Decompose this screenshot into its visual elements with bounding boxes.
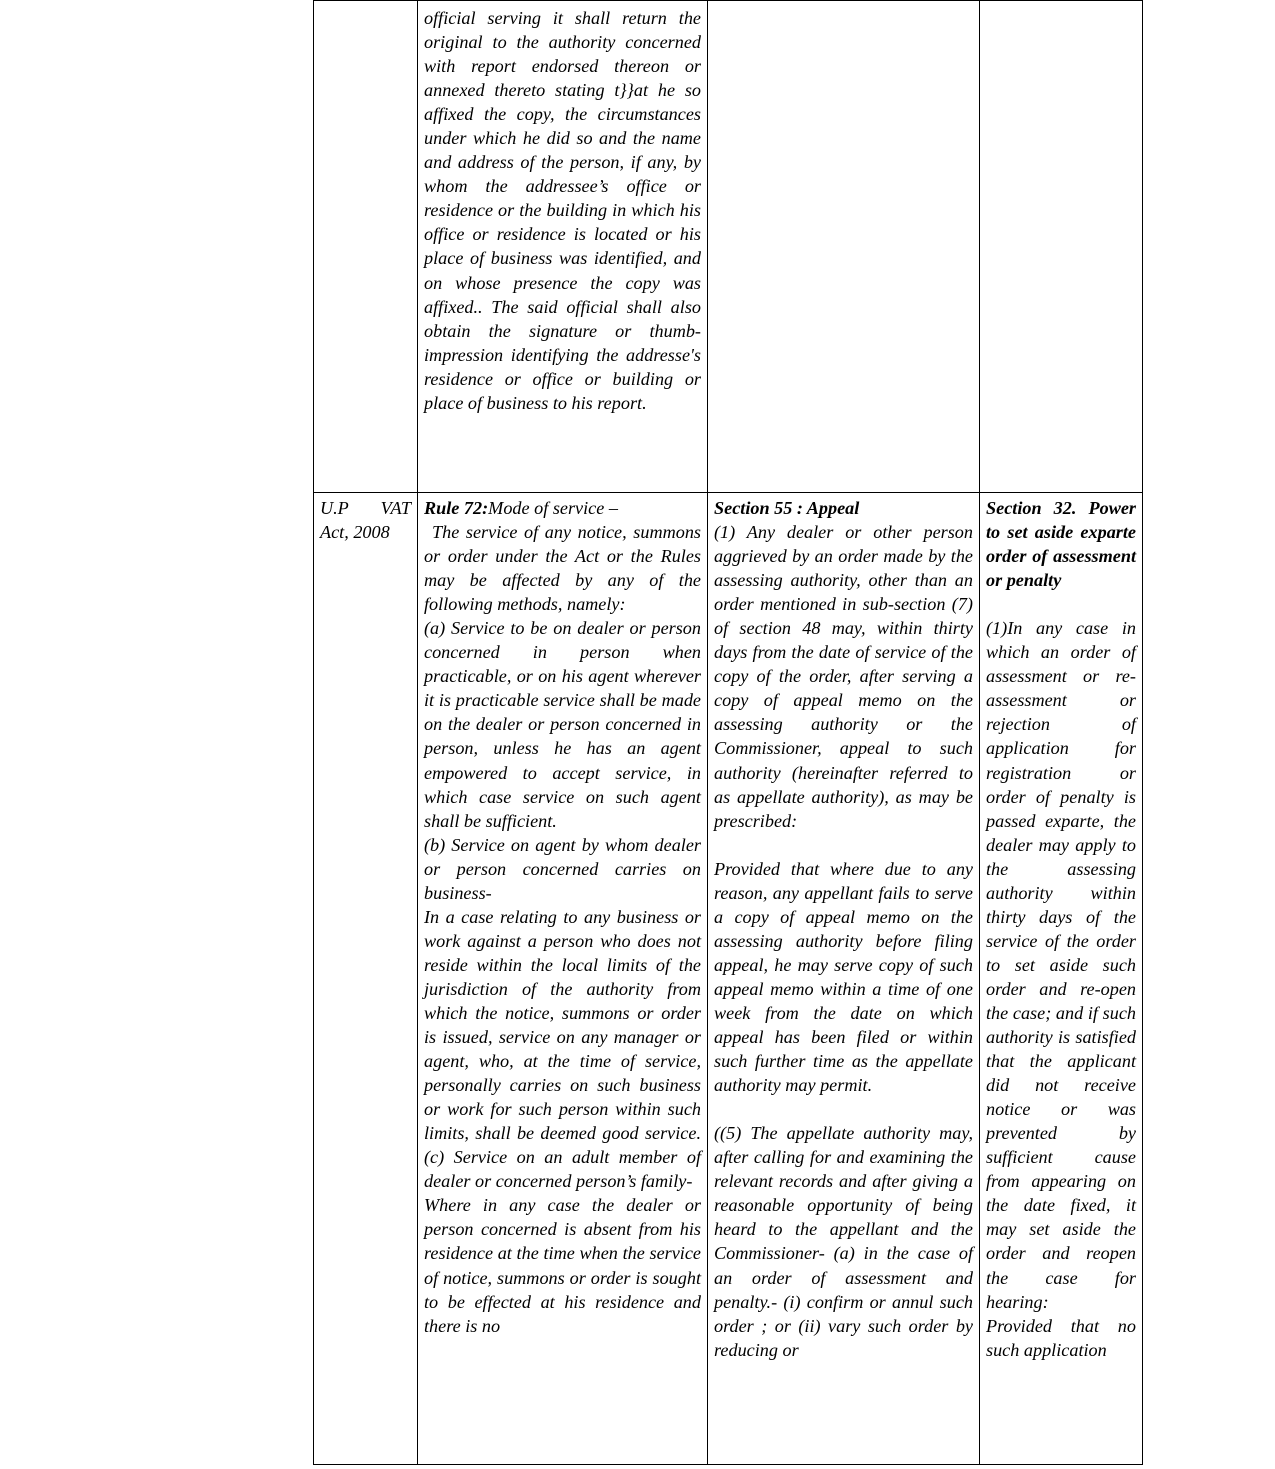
rule-cell: [418, 493, 708, 1465]
section-55-para-1: (1) Any dealer or other person aggrieved by an order made by the assessing authority, other than an order mentioned in sub-section (7) of section 48 may, within thirty days from the date of service of the copy of the order, after serving a copy of appeal memo on the assessing authority or the Commissioner, appeal to such authority (hereinafter referred to as appellate authority), as may be prescribed:: [714, 522, 973, 831]
act-name: U.P VAT Act, 2008: [320, 498, 411, 543]
act-cell: [314, 493, 418, 1465]
section-55-proviso: Provided that where due to any reason, any appellant fails to serve a copy of appeal memo on the assessing authority before filing appeal, he may serve copy of such appeal memo within a time of one week from the date on which appeal has been filed or within such further time as the appellate authority may permit.: [714, 858, 973, 1096]
service-report-text: official serving it shall return the original to the authority concerned with report endorsed thereon or annexed thereto stating t}}at he so affixed the copy, the circumstances under which he did so and the name and address of the person, if any, by whom the addressee’s office or residence or the building in which his office or residence is located or his place of business was identified, and on whose presence the copy was affixed.. The said official shall also obtain the signature or thumb-impression identifying the addresse's residence or office or building or place of business to his report.: [424, 8, 701, 413]
paragraph-gap: [986, 592, 1136, 616]
exparte-cell: [980, 493, 1143, 1465]
paragraph-gap: [714, 833, 973, 857]
appeal-cell: [708, 493, 980, 1465]
exparte-cell-empty: [980, 1, 1143, 493]
rule-72-heading-tail: Mode of service –: [488, 498, 618, 518]
rule-72-heading-line: [424, 496, 701, 520]
rule-72-para-b-title: (b) Service on agent by whom dealer or person concerned carries on business-: [424, 834, 701, 903]
rule-72-para-a: (a) Service to be on dealer or person concerned in person when practicable, or on his agent wherever it is practicable service shall be made on the dealer or person concerned in person, unless he has an agent empowered to accept service, in which case service on such agent shall be sufficient.: [424, 618, 701, 831]
section-32-para-1: (1)In any case in which an order of assessment or re-assessment or rejection of application for registration or order of penalty is passed exparte, the dealer may apply to the assessing authority within thirty days of the service of the order to set aside such order and re-open the case; and if such authority is satisfied that the applicant did not receive notice or was prevented by sufficient cause from appearing on the date fixed, it may set aside the order and reopen the case for hearing:: [986, 618, 1136, 1312]
act-cell-empty: [314, 1, 418, 493]
rule-cell-continued: [418, 1, 708, 493]
section-32-heading-line: [986, 496, 1136, 592]
section-32-proviso: Provided that no such application: [986, 1315, 1136, 1360]
appeal-cell-empty: [708, 1, 980, 493]
table-row: [314, 493, 1143, 1465]
rule-72-para-b-body: In a case relating to any business or work against a person who does not reside within the local limits of the jurisdiction of the authority from which the notice, summons or order is issued, service on any manager or agent, who, at the time of service, personally carries on such business or work for such person within such limits, shall be deemed good service. (c) Service on an adult member of dealer or concerned person’s family-: [424, 906, 701, 1192]
rule-72-para-c-body: Where in any case the dealer or person concerned is absent from his residence at the time when the service of notice, summons or order is sought to be effected at his residence and there is no: [424, 1195, 701, 1336]
table-row: [314, 1, 1143, 493]
paragraph-gap: [714, 1097, 973, 1121]
section-55-para-5: ((5) The appellate authority may, after calling for and examining the relevant records and after giving a reasonable opportunity of being heard to the appellant and the Commissioner- (a) in the case of an order of assessment and penalty.- (i) confirm or annul such order ; or (ii) vary such order by reducing or: [714, 1123, 973, 1360]
section-55-heading-line: [714, 496, 973, 520]
section-55-heading: Section 55 : Appeal: [714, 498, 860, 518]
comparison-table: [313, 0, 1143, 1465]
rule-72-intro: The service of any notice, summons or order under the Act or the Rules may be affected by any of the following methods, namely:: [424, 522, 701, 615]
rule-72-heading: Rule 72:: [424, 498, 489, 518]
section-32-heading: Section 32. Power to set aside exparte order of assessment or penalty: [986, 498, 1136, 591]
